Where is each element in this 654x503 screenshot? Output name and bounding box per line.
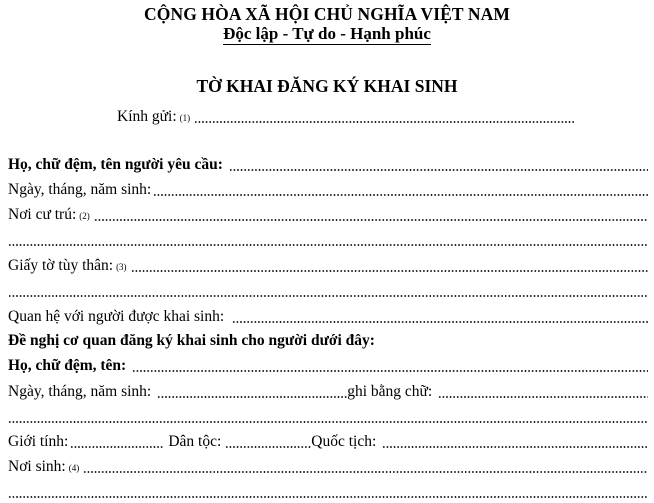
id-document-label: Giấy tờ tùy thân: <box>8 257 114 274</box>
relationship-row <box>8 308 648 328</box>
residence-row: Nơi cư trú: (2) <box>8 206 648 226</box>
residence-field-line2[interactable] <box>8 244 648 246</box>
request-statement: Đề nghị cơ quan đăng ký khai sinh cho người dưới đây: <box>8 332 375 349</box>
birthplace-field-line2[interactable] <box>8 496 648 498</box>
birthplace-row: Nơi sinh: (4) <box>8 458 648 478</box>
birthplace-row-continued <box>8 483 648 503</box>
child-dob-words-label: ghi bằng chữ: <box>347 383 433 400</box>
requester-name-label: Họ, chữ đệm, tên người yêu cầu: <box>8 156 223 173</box>
motto-text: Độc lập - Tự do - Hạnh phúc <box>223 24 431 43</box>
country-name-heading: CỘNG HÒA XÃ HỘI CHỦ NGHĨA VIỆT NAM <box>144 4 510 24</box>
child-dob-row <box>8 383 648 403</box>
child-dob-words-field[interactable] <box>438 396 648 398</box>
child-dob-words-field-line2[interactable] <box>8 421 648 423</box>
child-name-row <box>8 357 648 377</box>
ethnicity-label: Dân tộc: <box>168 433 222 450</box>
recipient-label: Kính gửi: <box>117 108 177 125</box>
child-name-label: Họ, chữ đệm, tên: <box>8 357 127 374</box>
residence-row-continued <box>8 231 648 251</box>
residence-field[interactable] <box>94 219 648 221</box>
requester-dob-label: Ngày, tháng, năm sinh: <box>8 181 152 198</box>
recipient-field[interactable] <box>194 121 574 123</box>
birthplace-label: Nơi sinh: <box>8 458 66 475</box>
form-title: TỜ KHAI ĐĂNG KÝ KHAI SINH <box>196 76 458 96</box>
motto-heading <box>0 24 654 44</box>
id-document-row-continued <box>8 282 648 302</box>
child-dob-label: Ngày, tháng, năm sinh: <box>8 383 152 400</box>
id-document-field[interactable] <box>131 270 648 272</box>
child-dob-field[interactable] <box>157 396 347 398</box>
nationality-label: Quốc tịch: <box>311 433 377 450</box>
requester-name-row <box>8 156 648 176</box>
residence-label: Nơi cư trú: <box>8 206 77 223</box>
requester-dob-row <box>8 181 648 201</box>
id-document-row: Giấy tờ tùy thân: (3) <box>8 257 648 277</box>
request-statement-row <box>8 332 648 352</box>
nationality-field[interactable] <box>382 446 648 448</box>
gender-field[interactable] <box>70 446 164 448</box>
relationship-field[interactable] <box>232 321 648 323</box>
id-document-field-line2[interactable] <box>8 295 648 297</box>
child-dob-row-continued <box>8 408 648 428</box>
requester-name-field[interactable] <box>229 169 648 171</box>
birthplace-field[interactable] <box>83 471 648 473</box>
relationship-label: Quan hệ với người được khai sinh: <box>8 308 225 325</box>
ethnicity-field[interactable] <box>225 446 311 448</box>
gender-label: Giới tính: <box>8 433 69 450</box>
child-name-field[interactable] <box>132 370 648 372</box>
gender-ethnicity-nationality-row <box>8 433 648 453</box>
requester-dob-field[interactable] <box>153 194 648 196</box>
recipient-row: Kính gửi: (1) <box>117 108 574 128</box>
